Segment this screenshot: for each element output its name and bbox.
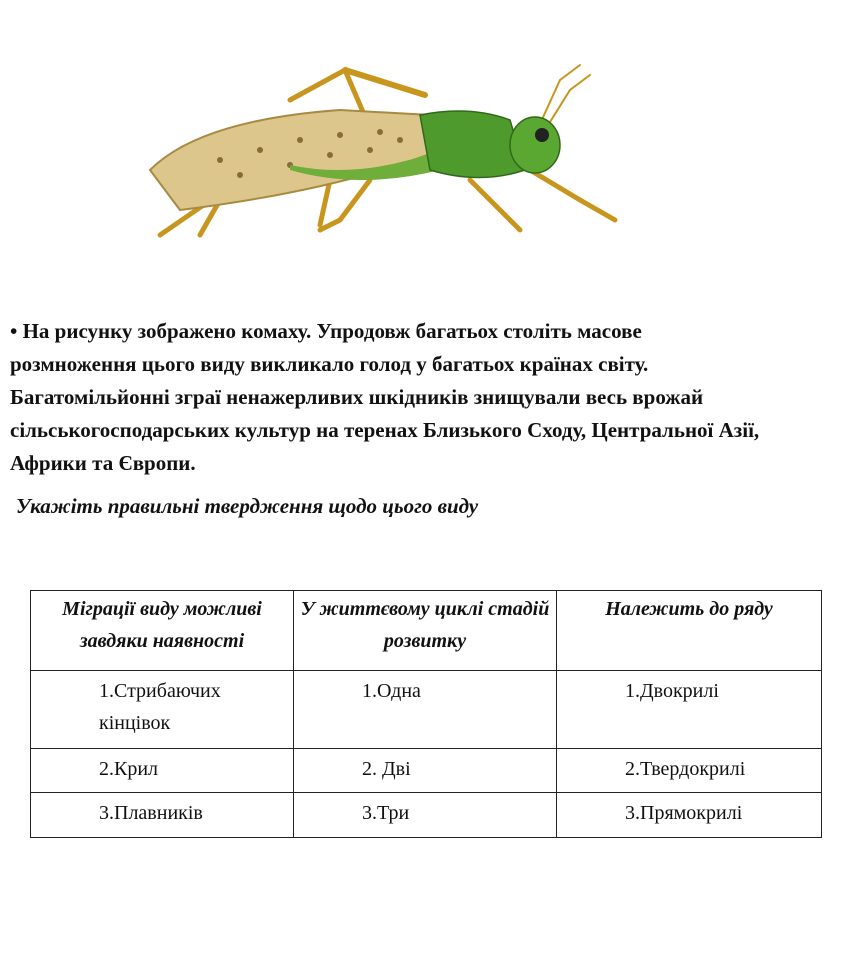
answer-table [30, 590, 822, 838]
table-header: У життєвому циклі стадій розвитку [294, 591, 557, 671]
paragraph-line: сільськогосподарських культур на теренах Близького Сходу, Центральної Азії, [10, 418, 760, 442]
table-cell: 1.Двокрилі [557, 671, 822, 749]
locust-illustration [140, 60, 630, 245]
head [510, 117, 560, 173]
table-row [31, 671, 822, 749]
table-row [31, 749, 822, 793]
paragraph-line: розмноження цього виду викликало голод у багатьох країнах світу. [10, 352, 649, 376]
paragraph-line: • На рисунку зображено комаху. Упродовж багатьох століть масове [10, 319, 642, 343]
eye [535, 128, 549, 142]
table-cell: 3.Плавників [31, 793, 294, 838]
table-cell: 3.Три [294, 793, 557, 838]
paragraph-line: Африки та Європи. [10, 451, 196, 475]
table-header: Належить до ряду [557, 591, 822, 671]
intro-paragraph [10, 315, 846, 480]
table-cell: 2. Дві [294, 749, 557, 793]
table-cell: 1.Одна [294, 671, 557, 749]
table-cell: 2.Твердокрилі [557, 749, 822, 793]
table-cell: 2.Крил [31, 749, 294, 793]
table-cell: 3.Прямокрилі [557, 793, 822, 838]
thorax [420, 111, 525, 178]
table-row [31, 793, 822, 838]
question-prompt: Укажіть правильні твердження щодо цього виду [16, 494, 479, 518]
wing [150, 110, 440, 210]
table-header: Міграції виду можливі завдяки наявності [31, 591, 294, 671]
paragraph-line: Багатомільйонні зграї ненажерливих шкідників знищували весь врожай [10, 385, 704, 409]
table-cell: 1.Стрибаючих кінцівок [31, 671, 294, 749]
table-header-row [31, 591, 822, 671]
